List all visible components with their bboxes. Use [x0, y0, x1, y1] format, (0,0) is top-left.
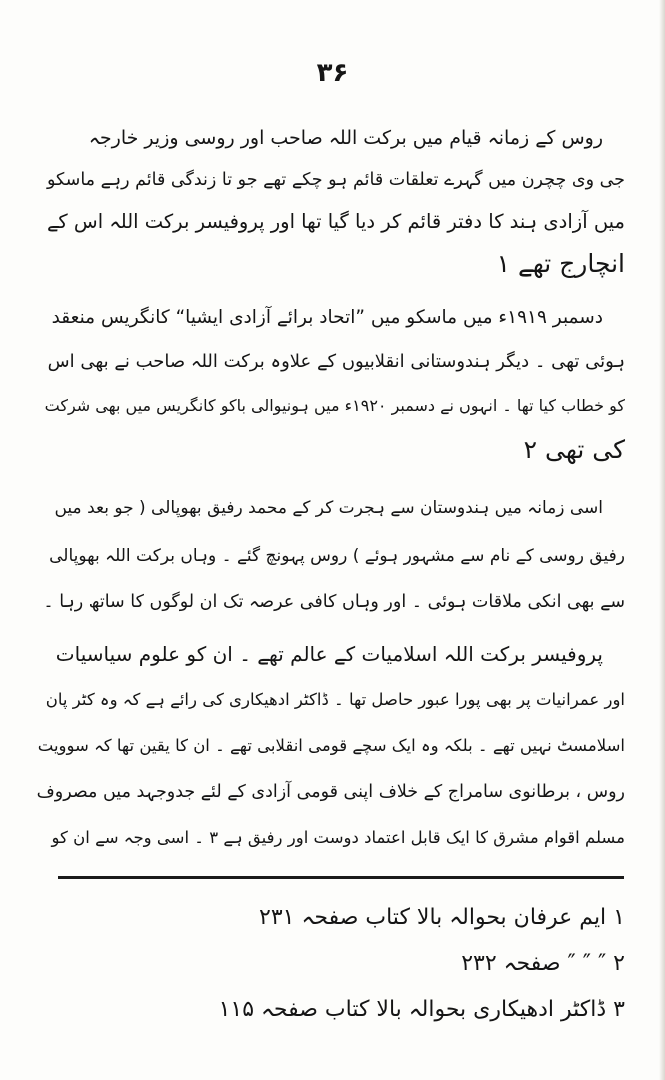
paragraph-4-line-3: اسلامسٹ نہیں تھے ۔ بلکہ وہ ایک سچے قومی انقلابی تھے ۔ ان کا یقین تھا کہ سوویت [37, 736, 625, 755]
paragraph-3-line-2: رفیق روسی کے نام سے مشہور ہوئے ) روس پہونچ گئے ۔ وہاں برکت اللہ بھوپالی [49, 546, 625, 566]
page-edge-shadow [659, 0, 665, 1080]
page-number: ۳۶ [316, 58, 349, 88]
paragraph-4-line-5: مسلم اقوام مشرق کا ایک قابل اعتماد دوست اور رفیق ہے ۳ ۔ اسی وجہ سے ان کو [51, 828, 625, 847]
footnote-separator [58, 876, 624, 879]
paragraph-1-line-3: میں آزادی ہند کا دفتر قائم کر دیا گیا تھا اور پروفیسر برکت اللہ اس کے [46, 210, 625, 233]
paragraph-4-line-1: پروفیسر برکت اللہ اسلامیات کے عالم تھے ۔ ان کو علوم سیاسیات [55, 642, 603, 666]
footnote-1: ۱ ایم عرفان بحوالہ بالا کتاب صفحہ ۲۳۱ [259, 905, 625, 930]
paragraph-1-line-1: روس کے زمانہ قیام میں برکت اللہ صاحب اور روسی وزیر خارجہ [88, 127, 603, 149]
paragraph-3-line-3: سے بھی انکی ملاقات ہوئی ۔ اور وہاں کافی عرصہ تک ان لوگوں کا ساتھ رہا ۔ [43, 592, 625, 612]
paragraph-3-line-1: اسی زمانہ میں ہندوستان سے ہجرت کر کے محمد رفیق بھوپالی ( جو بعد میں [54, 498, 603, 518]
paragraph-1-line-4: انچارج تھے ۱ [496, 249, 625, 278]
paragraph-2-line-4: کی تھی ۲ [523, 435, 625, 464]
paragraph-4-line-2: اور عمرانیات پر بھی پورا عبور حاصل تھا ۔ ڈاکٹر ادھیکاری کی رائے ہے کہ وہ کٹر پان [45, 690, 625, 709]
footnote-3: ۳ ڈاکٹر ادھیکاری بحوالہ بالا کتاب صفحہ ۱۱۵ [218, 997, 625, 1022]
paragraph-1-line-2: جی وی چچرن میں گہرے تعلقات قائم ہو چکے تھے جو تا زندگی قائم رہے ماسکو [46, 170, 625, 190]
paragraph-4-line-4: روس ، برطانوی سامراج کے خلاف اپنی قومی آزادی کے لئے جدوجہد میں مصروف [36, 782, 625, 802]
paragraph-2-line-3: کو خطاب کیا تھا ۔ انہوں نے دسمبر ۱۹۲۰ء میں ہونیوالی باکو کانگریس میں بھی شرکت [44, 396, 625, 415]
paragraph-2-line-1: دسمبر ۱۹۱۹ء میں ماسکو میں ”اتحاد برائے آزادی ایشیا“ کانگریس منعقد [51, 307, 603, 328]
paragraph-2-line-2: ہوئی تھی ۔ دیگر ہندوستانی انقلابیوں کے علاوہ برکت اللہ صاحب نے بھی اس [47, 351, 625, 372]
footnote-2: ۲ ″ ″ ″ صفحہ ۲۳۲ [461, 951, 625, 976]
